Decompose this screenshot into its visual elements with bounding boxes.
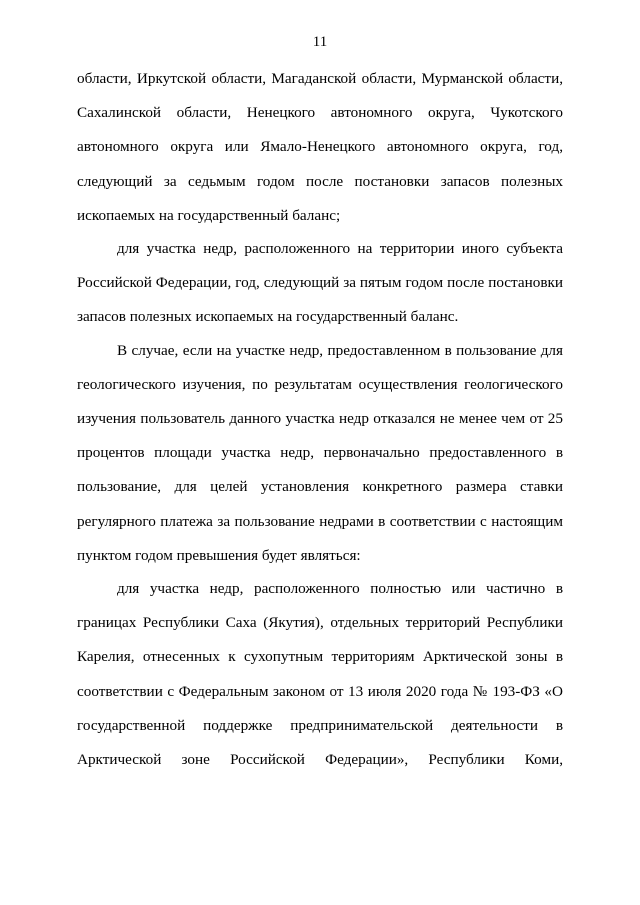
paragraph-regions-continuation: области, Иркутской области, Магаданской области, Мурманской области, Сахалинской области, Ненецкого автономного округа, Чукотского автономного округа или Ямало-Ненецкого автономного округа, год, следующий за седьмым годом после постановки запасов полезных ископаемых на государственный баланс; [77,70,563,224]
paragraph-arctic-zone: для участка недр, расположенного полностью или частично в границах Республики Саха (Якутия), отдельных территорий Республики Карелия, отнесенных к сухопутным территориям Арктической зоны в соответствии с Федеральным законом от 13 июля 2020 года № 193-ФЗ «О государственной поддержке предпринимательской деятельности в Арктической зоне Российской Федерации», Республики Коми, [77,580,563,769]
paragraph-other-subject: для участка недр, расположенного на территории иного субъекта Российской Федерации, год, следующий за пятым годом после постановки запасов полезных ископаемых на государственный баланс. [77,240,563,326]
document-body [77,62,563,776]
page-number: 11 [312,34,328,50]
paragraph-geological-study: В случае, если на участке недр, предоставленном в пользование для геологического изучения, по результатам осуществления геологического изучения пользователь данного участка недр отказался не менее чем от 25 процентов площади участка недр, первоначально предоставленного в пользование, для целей установления конкретного размера ставки регулярного платежа за пользование недрами в соответствии с настоящим пунктом годом превышения будет являться: [77,341,563,564]
